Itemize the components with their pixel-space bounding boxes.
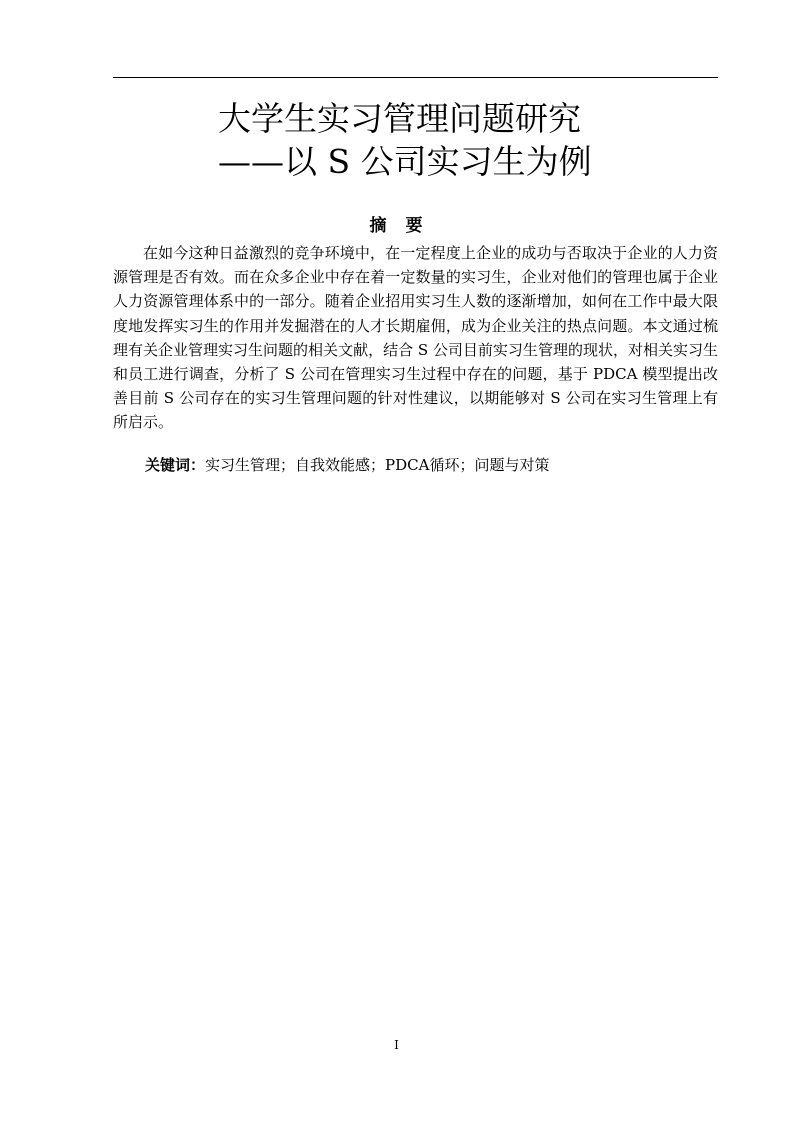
abstract-heading-left: 摘	[369, 216, 388, 236]
abstract-heading-right: 要	[405, 216, 424, 236]
page-number: I	[394, 1038, 399, 1052]
header-rule	[113, 77, 718, 78]
document-title: 大学生实习管理问题研究	[218, 99, 581, 138]
keywords-line	[145, 453, 549, 477]
keywords-value: 实习生管理；自我效能感；PDCA循环；问题与对策	[205, 456, 550, 474]
document-subtitle: ——以 S 公司实习生为例	[218, 142, 592, 181]
abstract-body: 在如今这种日益激烈的竞争环境中，在一定程度上企业的成功与否取决于企业的人力资源管理是否有效。而在众多企业中存在着一定数量的实习生，企业对他们的管理也属于企业人力资源管理体系中的一部分。随着企业招用实习生人数的逐渐增加，如何在工作中最大限度地发挥实习生的作用并发掘潜在的人才长期雇佣，成为企业关注的热点问题。本文通过梳理有关企业管理实习生问题的相关文献，结合 S 公司目前实习生管理的现状，对相关实习生和员工进行调查，分析了 S 公司在管理实习生过程中存在的问题，基于 PDCA 模型提出改善目前 S 公司存在的实习生管理问题的针对性建议，以期能够对 S 公司在实习生管理上有所启示。	[113, 244, 718, 432]
abstract-heading	[0, 213, 793, 239]
keywords-label: 关键词：	[145, 456, 206, 474]
